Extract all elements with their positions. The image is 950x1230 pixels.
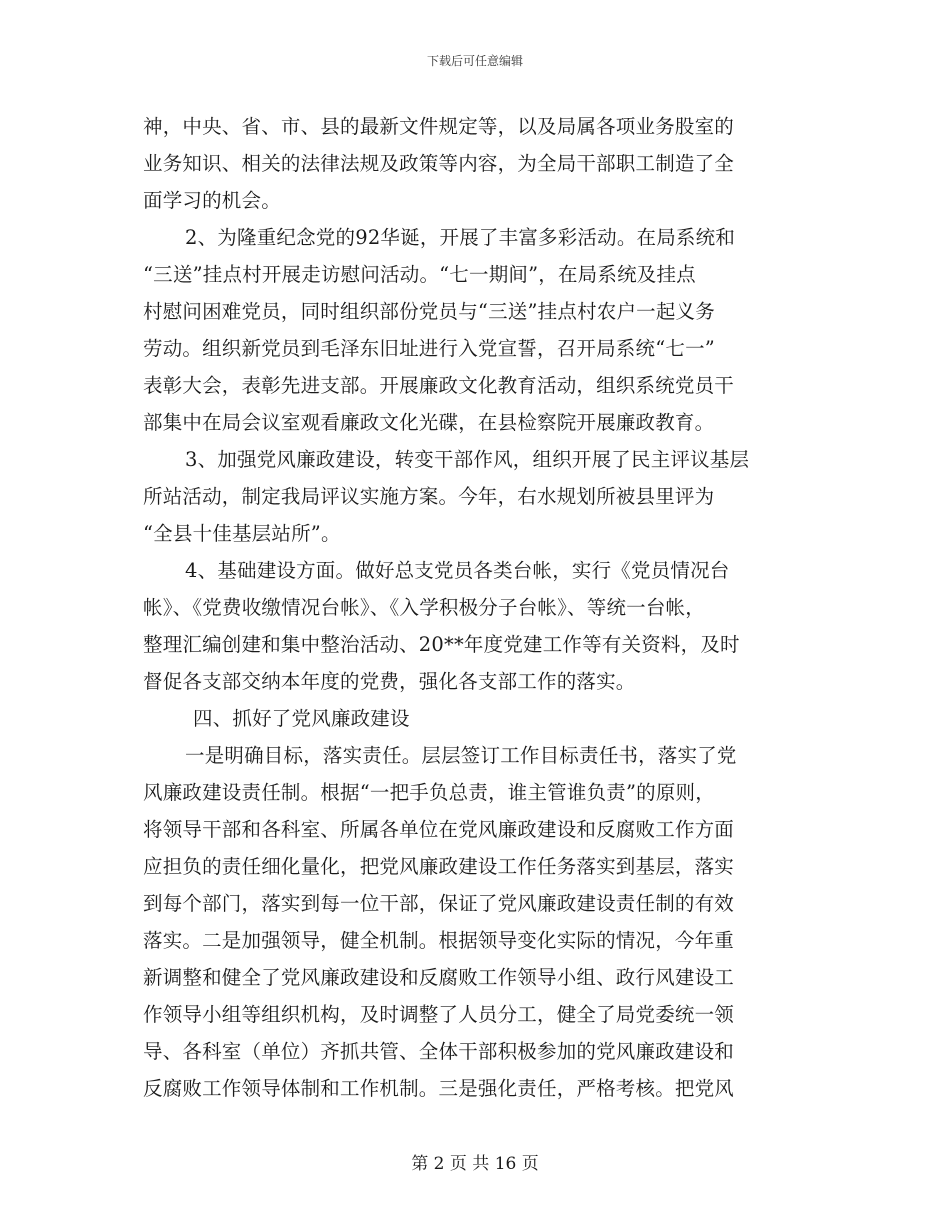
text-line: 反腐败工作领导体制和工作机制。三是强化责任，严格考核。把党风 — [143, 1077, 735, 1100]
text-line: 落实。二是加强领导，健全机制。根据领导变化实际的情况，今年重 — [143, 929, 735, 952]
text-line: 业务知识、相关的法律法规及政策等内容，为全局干部职工制造了全 — [143, 152, 735, 175]
text-line: 新调整和健全了党风廉政建设和反腐败工作领导小组、政行风建设工 — [143, 966, 735, 989]
text-line: 导、各科室（单位）齐抓共管、全体干部积极参加的党风廉政建设和 — [143, 1040, 735, 1063]
text-line: 应担负的责任细化量化，把党风廉政建设工作任务落实到基层，落实 — [143, 855, 735, 878]
text-line: 神，中央、省、市、县的最新文件规定等，以及局属各项业务股室的 — [143, 115, 735, 138]
text-line: 劳动。组织新党员到毛泽东旧址进行入党宣誓，召开局系统“七一” — [143, 337, 715, 360]
page-footer: 第 2 页 共 16 页 — [411, 1154, 539, 1174]
text-line: 风廉政建设责任制。根据“一把手负总责，谁主管谁负责”的原则， — [143, 781, 715, 804]
text-line: 部集中在局会议室观看廉政文化光碟，在县检察院开展廉政教育。 — [143, 411, 715, 434]
text-line: 面学习的机会。 — [143, 189, 281, 212]
text-line: 帐》、《党费收缴情况台帐》、《入学积极分子台帐》、等统一台帐， — [143, 596, 705, 619]
text-line: 表彰大会，表彰先进支部。开展廉政文化教育活动，组织系统党员干 — [143, 374, 735, 397]
text-line: 村慰问困难党员，同时组织部份党员与“三送”挂点村农户一起义务 — [143, 300, 715, 323]
text-line: 整理汇编创建和集中整治活动、20**年度党建工作等有关资料，及时 — [143, 633, 740, 656]
text-line: 到每个部门，落实到每一位干部，保证了党风廉政建设责任制的有效 — [143, 892, 735, 915]
text-line: 所站活动，制定我局评议实施方案。今年，右水规划所被县里评为 — [143, 485, 715, 508]
text-line: 四、抓好了党风廉政建设 — [193, 707, 410, 730]
text-line: 3、加强党风廉政建设，转变干部作风，组织开展了民主评议基层 — [185, 448, 750, 471]
text-line: 将领导干部和各科室、所属各单位在党风廉政建设和反腐败工作方面 — [143, 818, 735, 841]
text-line: 一是明确目标，落实责任。层层签订工作目标责任书，落实了党 — [185, 744, 737, 767]
text-line: 督促各支部交纳本年度的党费，强化各支部工作的落实。 — [143, 670, 636, 693]
text-line: 2、为隆重纪念党的92华诞，开展了丰富多彩活动。在局系统和 — [185, 226, 736, 249]
text-line: “全县十佳基层站所”。 — [143, 522, 341, 545]
document-body — [143, 108, 807, 1107]
text-line: 作领导小组等组织机构，及时调整了人员分工，健全了局党委统一领 — [143, 1003, 735, 1026]
page-header: 下载后可任意编辑 — [426, 54, 523, 68]
text-line: 4、基础建设方面。做好总支党员各类台帐，实行《党员情况台 — [185, 559, 730, 582]
text-line: “三送”挂点村开展走访慰问活动。“七一期间”，在局系统及挂点 — [143, 263, 696, 286]
